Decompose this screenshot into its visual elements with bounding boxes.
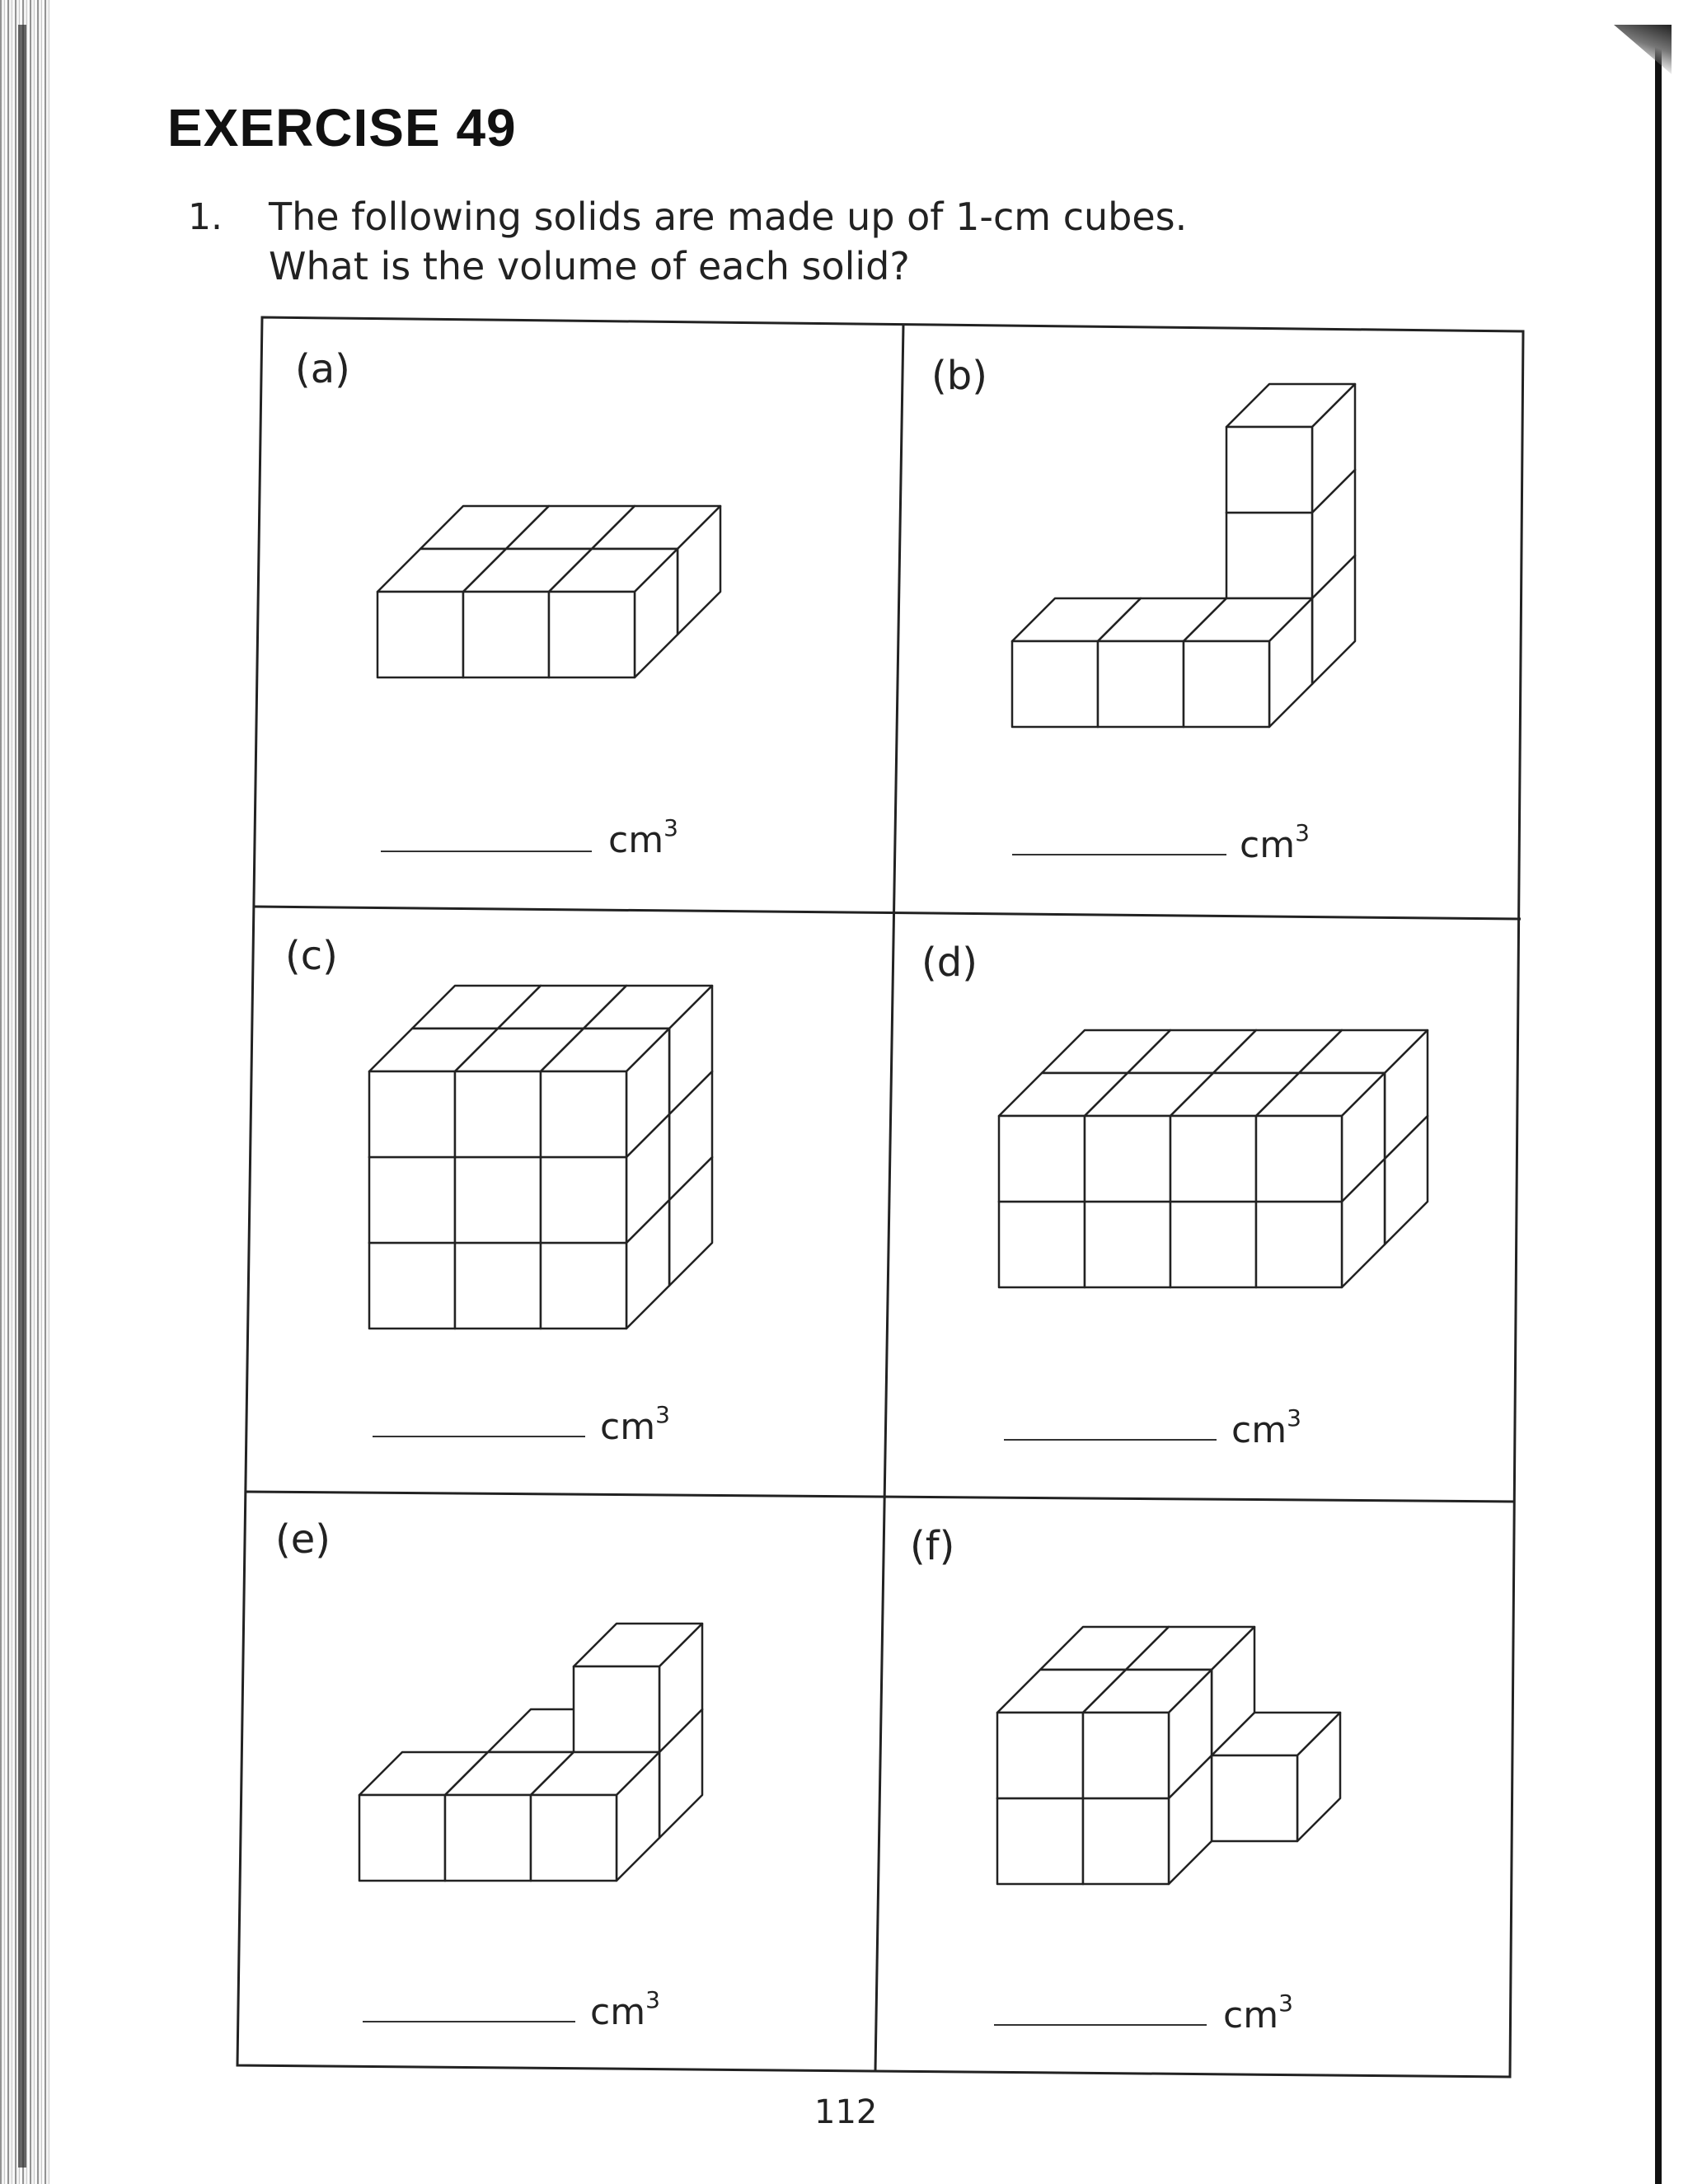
cube-solid-d (999, 1030, 1428, 1287)
cube-face (455, 1243, 541, 1329)
panel-label-d: (d) (921, 940, 978, 986)
unit-d: $cm^3$ (1231, 1404, 1301, 1451)
unit-e: $cm^3$ (590, 1986, 660, 2033)
question-text-line-2: What is the volume of each solid? (269, 244, 910, 288)
cube-face (455, 1157, 541, 1243)
cube-face (999, 1116, 1085, 1202)
page-number: 112 (814, 2093, 878, 2131)
panel-label-a: (a) (295, 346, 350, 392)
cube-face (531, 1795, 617, 1881)
cube-face (1085, 1116, 1170, 1202)
question-text-line-1: The following solids are made up of 1-cm cubes. (269, 194, 1188, 239)
cube-face (997, 1798, 1083, 1884)
cube-face (1012, 641, 1098, 727)
cube-face (1184, 641, 1269, 727)
cube-face (1083, 1798, 1169, 1884)
unit-c: $cm^3$ (600, 1401, 670, 1448)
cube-face (359, 1795, 445, 1881)
cube-face (445, 1795, 531, 1881)
cube-face (1098, 641, 1184, 727)
cube-face (997, 1713, 1083, 1798)
cube-face (1226, 427, 1312, 513)
cube-face (999, 1202, 1085, 1287)
cube-face (455, 1071, 541, 1157)
cube-face (549, 592, 635, 677)
cube-face (1170, 1202, 1256, 1287)
exercise-title: EXERCISE 49 (167, 98, 517, 157)
answer-blank-a[interactable] (381, 851, 592, 852)
cube-face (541, 1157, 626, 1243)
cube-solid-f (997, 1627, 1340, 1884)
cube-face (541, 1071, 626, 1157)
answer-blank-e[interactable] (363, 2021, 575, 2022)
answer-blank-f[interactable] (994, 2024, 1207, 2026)
question-number: 1. (188, 196, 223, 238)
cube-face (1170, 1116, 1256, 1202)
unit-b: $cm^3$ (1240, 819, 1310, 866)
panel-label-f: (f) (910, 1523, 955, 1569)
cube-face (541, 1243, 626, 1329)
cube-face (1083, 1713, 1169, 1798)
cube-solid-e (359, 1624, 702, 1881)
cube-face (377, 592, 463, 677)
cube-face (463, 592, 549, 677)
answer-blank-c[interactable] (373, 1436, 585, 1437)
cube-face (369, 1157, 455, 1243)
cube-face (369, 1243, 455, 1329)
cube-face (1212, 1755, 1297, 1841)
answer-blank-d[interactable] (1004, 1439, 1217, 1441)
cube-face (369, 1071, 455, 1157)
panel-label-c: (c) (285, 933, 338, 979)
panel-label-b: (b) (931, 353, 987, 399)
cube-solid-a (377, 506, 720, 677)
cube-face (574, 1666, 659, 1752)
answer-blank-b[interactable] (1012, 854, 1226, 855)
panel-label-e: (e) (275, 1516, 331, 1563)
cube-face (1256, 1116, 1342, 1202)
cube-solid-c (369, 986, 712, 1329)
cube-solid-b (1012, 384, 1355, 727)
unit-a: $cm^3$ (608, 814, 678, 861)
cube-face (1085, 1202, 1170, 1287)
cube-face (1226, 513, 1312, 598)
cube-face (1256, 1202, 1342, 1287)
unit-f: $cm^3$ (1223, 1990, 1293, 2036)
